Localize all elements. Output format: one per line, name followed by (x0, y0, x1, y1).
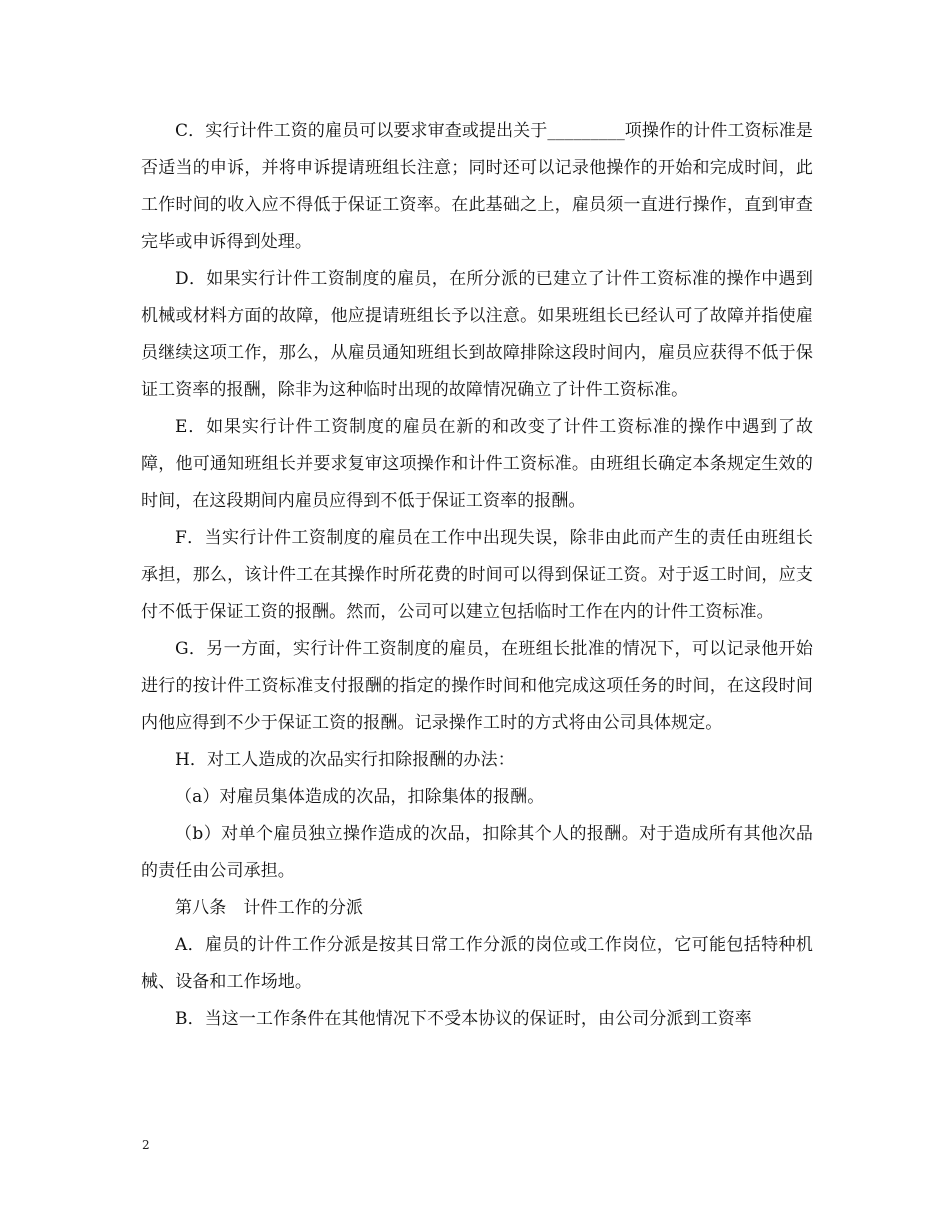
article-eight-heading: 第八条 计件工作的分派 (175, 898, 364, 918)
paragraph-f: F．当实行计件工资制度的雇员在工作中出现失误，除非由此而产生的责任由班组长承担，那么，该计件工在其操作时所花费的时间可以得到保证工资。对于返工时间，应支付不低于保证工资的报酬。然而，公司可以建立包括临时工作在内的计件工资标准。 (141, 528, 813, 622)
paragraph-c: C．实行计件工资的雇员可以要求审查或提出关于_________项操作的计件工资标准是否适当的申诉，并将申诉提请班组长注意；同时还可以记录他操作的开始和完成时间，此工作时间的收入应不得低于保证工资率。在此基础之上，雇员须一直进行操作，直到审查完毕或申诉得到处理。 (141, 121, 813, 252)
paragraph-d: D．如果实行计件工资制度的雇员，在所分派的已建立了计件工资标准的操作中遇到机械或材料方面的故障，他应提请班组长予以注意。如果班组长已经认可了故障并指使雇员继续这项工作，那么，从雇员通知班组长到故障排除这段时间内，雇员应获得不低于保证工资率的报酬，除非为这种临时出现的故障情况确立了计件工资标准。 (141, 269, 813, 400)
paragraph-g: G．另一方面，实行计件工资制度的雇员，在班组长批准的情况下，可以记录他开始进行的按计件工资标准支付报酬的指定的操作时间和他完成这项任务的时间，在这段时间内他应得到不少于保证工资的报酬。记录操作工时的方式将由公司具体规定。 (141, 639, 813, 733)
paragraph-h-b: （b）对单个雇员独立操作造成的次品，扣除其个人的报酬。对于造成所有其他次品的责任由公司承担。 (141, 824, 813, 881)
paragraph-h-a: （a）对雇员集体造成的次品，扣除集体的报酬。 (175, 787, 545, 807)
page-number: 2 (142, 1138, 150, 1152)
paragraph-h: H．对工人造成的次品实行扣除报酬的办法： (175, 750, 515, 770)
paragraph-article-eight-b: B．当这一工作条件在其他情况下不受本协议的保证时，由公司分派到工资率 (175, 1009, 752, 1029)
document-body (141, 113, 813, 1038)
paragraph-e: E．如果实行计件工资制度的雇员在新的和改变了计件工资标准的操作中遇到了故障，他可通知班组长并要求复审这项操作和计件工资标准。由班组长确定本条规定生效的时间，在这段期间内雇员应得到不低于保证工资率的报酬。 (141, 417, 813, 511)
paragraph-article-eight-a: A．雇员的计件工作分派是按其日常工作分派的岗位或工作岗位，它可能包括特种机械、设备和工作场地。 (141, 935, 813, 992)
